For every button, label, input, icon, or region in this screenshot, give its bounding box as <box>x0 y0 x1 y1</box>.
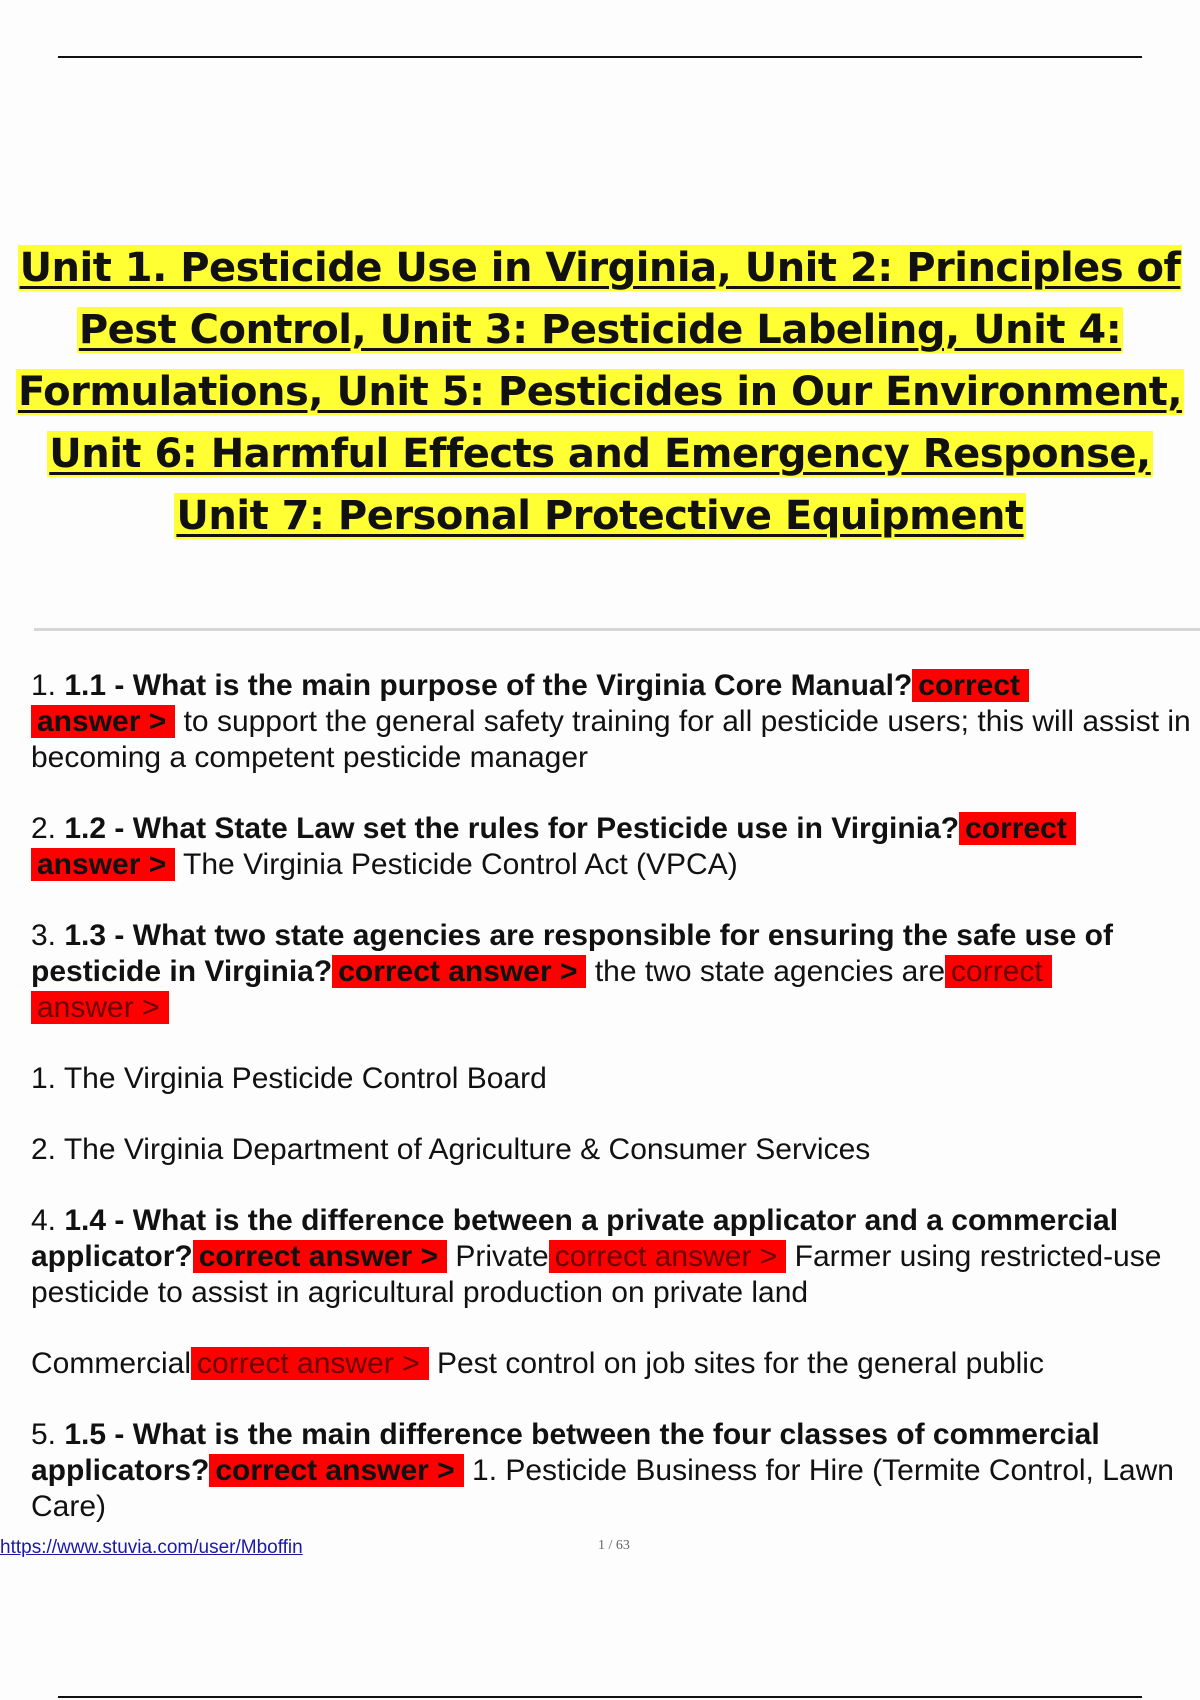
answer-tag: correct answer > <box>332 955 586 988</box>
question-3-item-2: 2. The Virginia Department of Agriculture & Consumer Services <box>31 1133 871 1166</box>
document-title-text: Unit 1. Pesticide Use in Virginia, Unit 2: Principles of Pest Control, Unit 3: Pesticide Labeling, Unit 4: Formulations, Unit 5: Pesticides in Our Environment, Unit 6: Harmful Effects and Emergency Response, Unit 7: Personal Protective Equipment <box>17 245 1183 539</box>
answer-text: Pest control on job sites for the general public <box>428 1347 1044 1380</box>
question-5 <box>31 1417 1199 1525</box>
answer-tag: answer > <box>31 991 169 1024</box>
question-number: 5. <box>31 1418 57 1451</box>
qa-content <box>31 668 1199 1525</box>
answer-label: Private <box>447 1240 549 1273</box>
question-number: 3. <box>31 919 57 952</box>
question-4 <box>31 1203 1199 1311</box>
answer-tag: correct <box>912 669 1029 702</box>
answer-text: 1. Pesticide Business for Hire (Termite Control, Lawn Care) <box>31 1454 1174 1523</box>
answer-tag: correct answer > <box>549 1240 787 1273</box>
answer-tag: correct answer > <box>191 1347 429 1380</box>
footer-profile-link[interactable]: https://www.stuvia.com/user/Mboffin <box>0 1537 303 1558</box>
question-number: 4. <box>31 1204 57 1237</box>
question-text: 1.1 - What is the main purpose of the Virginia Core Manual? <box>64 669 913 702</box>
question-4-commercial <box>31 1346 1199 1382</box>
top-rule <box>58 56 1142 58</box>
question-text: 1.5 - What is the main difference between the four classes of commercial applicators? <box>31 1418 1100 1487</box>
question-3-item-1: 1. The Virginia Pesticide Control Board <box>31 1062 547 1095</box>
page-number: 1 / 63 <box>598 1538 630 1553</box>
answer-text: the two state agencies are <box>586 955 946 988</box>
answer-tag: correct <box>959 812 1076 845</box>
answer-label: Commercial <box>31 1347 192 1380</box>
question-2 <box>31 811 1199 883</box>
question-text: 1.3 - What two state agencies are responsible for ensuring the safe use of pesticide in Virginia? <box>31 919 1113 988</box>
section-divider <box>34 628 1200 631</box>
document-title <box>0 237 1200 547</box>
question-1 <box>31 668 1199 776</box>
answer-tag: correct <box>945 955 1052 988</box>
answer-tag: answer > <box>31 848 175 881</box>
answer-text: to support the general safety training for all pesticide users; this will assist in becoming a competent pesticide manager <box>31 705 1191 774</box>
question-text: 1.4 - What is the difference between a private applicator and a commercial applicator? <box>31 1204 1119 1273</box>
answer-tag: correct answer > <box>193 1240 447 1273</box>
answer-text: Farmer using restricted-use pesticide to assist in agricultural production on private land <box>31 1240 1162 1309</box>
answer-text: The Virginia Pesticide Control Act (VPCA) <box>175 848 738 881</box>
question-text: 1.2 - What State Law set the rules for Pesticide use in Virginia? <box>64 812 960 845</box>
answer-tag: correct answer > <box>209 1454 463 1487</box>
answer-tag: answer > <box>31 705 175 738</box>
bottom-rule <box>58 1696 1142 1698</box>
question-3 <box>31 918 1199 1026</box>
question-number: 1. <box>31 669 57 702</box>
question-number: 2. <box>31 812 57 845</box>
